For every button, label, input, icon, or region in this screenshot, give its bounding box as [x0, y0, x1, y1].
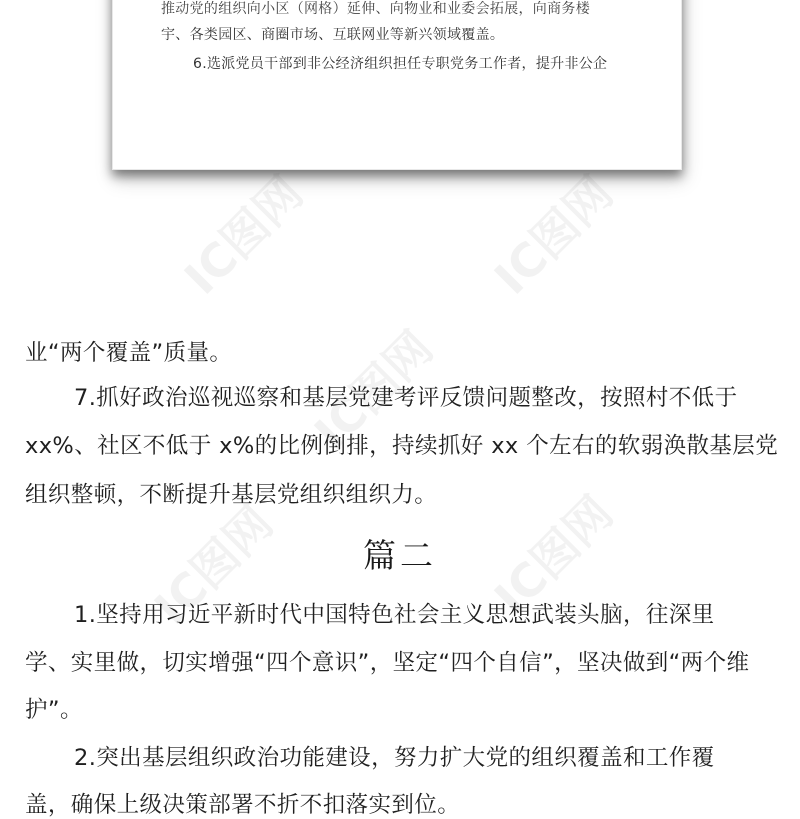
- watermark: IC图网: [483, 165, 624, 305]
- watermark: IC图网: [173, 165, 314, 305]
- body-text-line: 护”。: [25, 697, 83, 723]
- watermark: IC图网: [483, 485, 624, 625]
- body-text-line: 7.抓好政治巡视巡察和基层党建考评反馈问题整改，按照村不低于: [74, 385, 738, 411]
- section-heading: 篇二: [363, 536, 437, 575]
- card-text-line: 6.选派党员干部到非公经济组织担任专职党务工作者，提升非公企: [193, 56, 608, 72]
- watermark: IC图网: [303, 320, 444, 460]
- body-text-line: 学、实里做，切实增强“四个意识”，坚定“四个自信”，坚决做到“两个维: [25, 650, 750, 676]
- body-text-line: 1.坚持用习近平新时代中国特色社会主义思想武装头脑，往深里: [74, 602, 715, 628]
- body-text-line: 2.突出基层组织政治功能建设，努力扩大党的组织覆盖和工作覆: [74, 745, 715, 771]
- body-text-line: 业“两个覆盖”质量。: [25, 340, 233, 366]
- document-page-card: [112, 0, 682, 170]
- body-text-line: xx%、社区不低于 x%的比例倒排，持续抓好 xx 个左右的软弱涣散基层党: [25, 433, 779, 459]
- body-text-line: 组织整顿，不断提升基层党组织组织力。: [25, 482, 438, 508]
- watermark: IC图网: [143, 495, 284, 635]
- card-text-line: 宇、各类园区、商圈市场、互联网业等新兴领域覆盖。: [161, 27, 505, 43]
- card-text-line: 推动党的组织向小区（网格）延伸、向物业和业委会拓展，向商务楼: [161, 1, 590, 17]
- body-text-line: 盖，确保上级决策部署不折不扣落实到位。: [25, 792, 461, 818]
